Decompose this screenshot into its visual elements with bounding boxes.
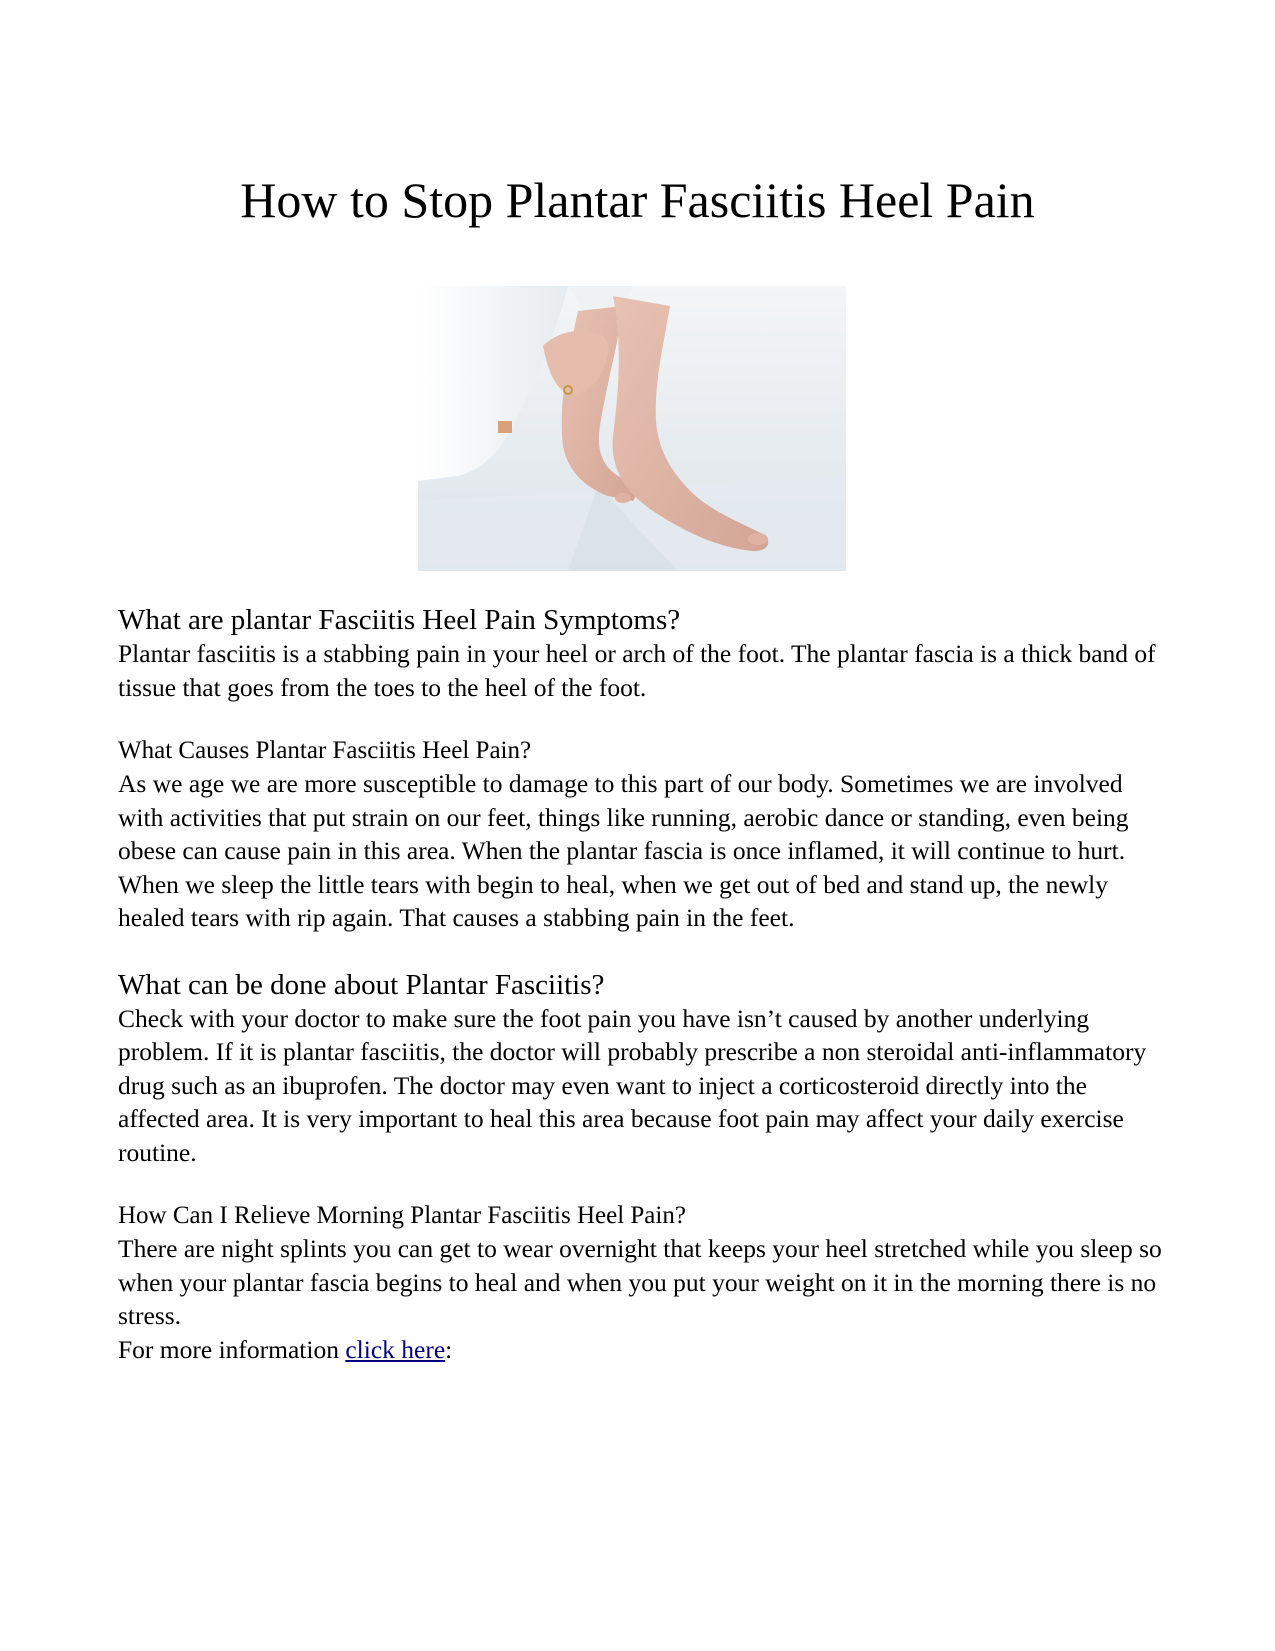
section-body-symptoms: Plantar fasciitis is a stabbing pain in your heel or arch of the foot. The plantar fascia is a thick band of tissue that goes from the toes to the heel of the foot. [118, 639, 1156, 702]
click-here-link[interactable]: click here [345, 1334, 446, 1364]
section-heading-causes: What Causes Plantar Fasciitis Heel Pain? [118, 737, 532, 764]
section-body-morning-relief: There are night splints you can get to wear overnight that keeps your heel stretched while you sleep so when your plantar fascia begins to heal and when you put your weight on it in the morning there is no stress. [118, 1234, 1162, 1330]
section-heading-symptoms: What are plantar Fasciitis Heel Pain Symptoms? [118, 604, 681, 636]
section-body-causes: As we age we are more susceptible to damage to this part of our body. Sometimes we are involved with activities that put strain on our feet, things like running, aerobic dance or standing, even being obese can cause pain in this area. When the plantar fascia is once inflamed, it will continue to hurt. When we sleep the little tears with begin to heal, when we get out of bed and stand up, the newly healed tears with rip again. That causes a stabbing pain in the feet. [118, 769, 1129, 932]
page-title: How to Stop Plantar Fasciitis Heel Pain [240, 172, 1035, 228]
more-info-suffix: : [445, 1334, 453, 1364]
spacer [118, 704, 1168, 734]
spacer [118, 1169, 1168, 1199]
more-info-prefix: For more information [118, 1334, 346, 1364]
more-info-line [118, 1333, 1168, 1367]
section-body-treatment: Check with your doctor to make sure the foot pain you have isn’t caused by another underlying problem. If it is plantar fasciitis, the doctor will probably prescribe a non steroidal anti-inflammatory drug such as an ibuprofen. The doctor may even want to inject a corticosteroid directly into the affected area. It is very important to heal this area because foot pain may affect your daily exercise routine. [118, 1003, 1147, 1167]
section-heading-morning-relief: How Can I Relieve Morning Plantar Fasciitis Heel Pain? [118, 1202, 686, 1229]
bare-feet-photo-illustration [418, 286, 846, 571]
bare-feet-photo [418, 286, 846, 571]
article-body [118, 603, 1168, 1366]
spacer [118, 935, 1168, 968]
section-heading-treatment: What can be done about Plantar Fasciitis? [118, 968, 605, 1001]
